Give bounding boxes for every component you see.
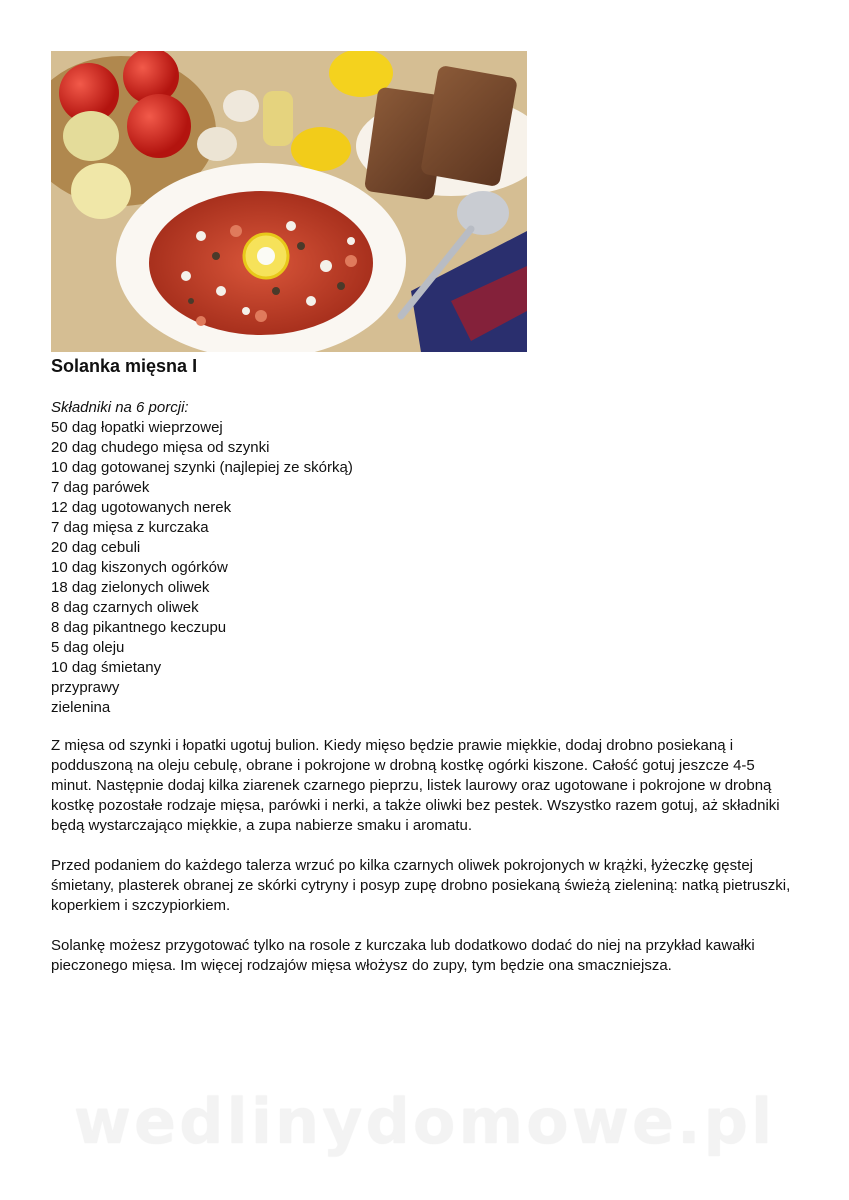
ingredient-item: 50 dag łopatki wieprzowej [51,419,223,436]
onion [71,163,131,219]
onion [63,111,119,161]
ingredient-item: zielenina [51,699,111,716]
ingredient-item: 18 dag zielonych oliwek [51,579,210,596]
ingredients-section [51,398,791,718]
ingredient-item: 20 dag chudego mięsa od szynki [51,439,270,456]
preparation-section [51,736,796,996]
ingredient-item: 10 dag śmietany [51,659,162,676]
preparation-paragraph: Przed podaniem do każdego talerza wrzuć po kilka czarnych oliwek pokrojonych w krążki, łyżeczkę gęstej śmietany, plasterek obranej ze skórki cytryny i posyp zupę drobno posiekaną świeżą zieleniną: natką pietruszki, koperkiem i szczypiorkiem. [51,857,791,914]
ingredient-item: 7 dag parówek [51,479,150,496]
ingredient-item: przyprawy [51,679,120,696]
ingredient-item: 12 dag ugotowanych nerek [51,499,232,516]
garlic [223,90,259,122]
preparation-paragraph: Solankę możesz przygotować tylko na rosole z kurczaka lub dodatkowo dodać do niej na przykład kawałki pieczonego mięsa. Im więcej rodzajów mięsa włożysz do zupy, tym będzie ona smaczniejsza. [51,937,755,974]
ingredient-item: 8 dag czarnych oliwek [51,599,199,616]
spoon [457,191,509,235]
ingredient-item: 5 dag oleju [51,639,125,656]
soup-illustration [51,51,527,352]
garlic [197,127,237,161]
ingredients-list [51,418,791,718]
site-watermark: wedlinydomowe.pl [73,1085,776,1158]
ingredient-item: 20 dag cebuli [51,539,141,556]
ingredients-intro: Składniki na 6 porcji: [51,399,189,416]
ingredient-item: 10 dag kiszonych ogórków [51,559,228,576]
preparation-paragraph: Z mięsa od szynki i łopatki ugotuj bulion. Kiedy mięso będzie prawie miękkie, dodaj drobno posiekaną i podduszoną na oleju cebulę, obrane i pokrojone w drobną kostkę ogórki kiszone. Całość gotuj jeszcze 4-5 minut. Następnie dodaj kilka ziarenek czarnego pieprzu, listek laurowy oraz ugotowane i pokrojone w drobną kostkę pozostałe rodzaje mięsa, parówki i nerki, a także oliwki bez pestek. Wszystko razem gotuj, aż składniki będą wystarczająco miękkie, a zupa nabierze smaku i aromatu. [51,737,780,834]
lemon [291,127,351,171]
ingredient-item: 10 dag gotowanej szynki (najlepiej ze skórką) [51,459,353,476]
recipe-title: Solanka mięsna I [51,356,198,376]
soup-photo [51,51,527,352]
ingredient-item: 8 dag pikantnego keczupu [51,619,227,636]
tomato [127,94,191,158]
oil-bottle [263,91,293,146]
ingredient-item: 7 dag mięsa z kurczaka [51,519,209,536]
